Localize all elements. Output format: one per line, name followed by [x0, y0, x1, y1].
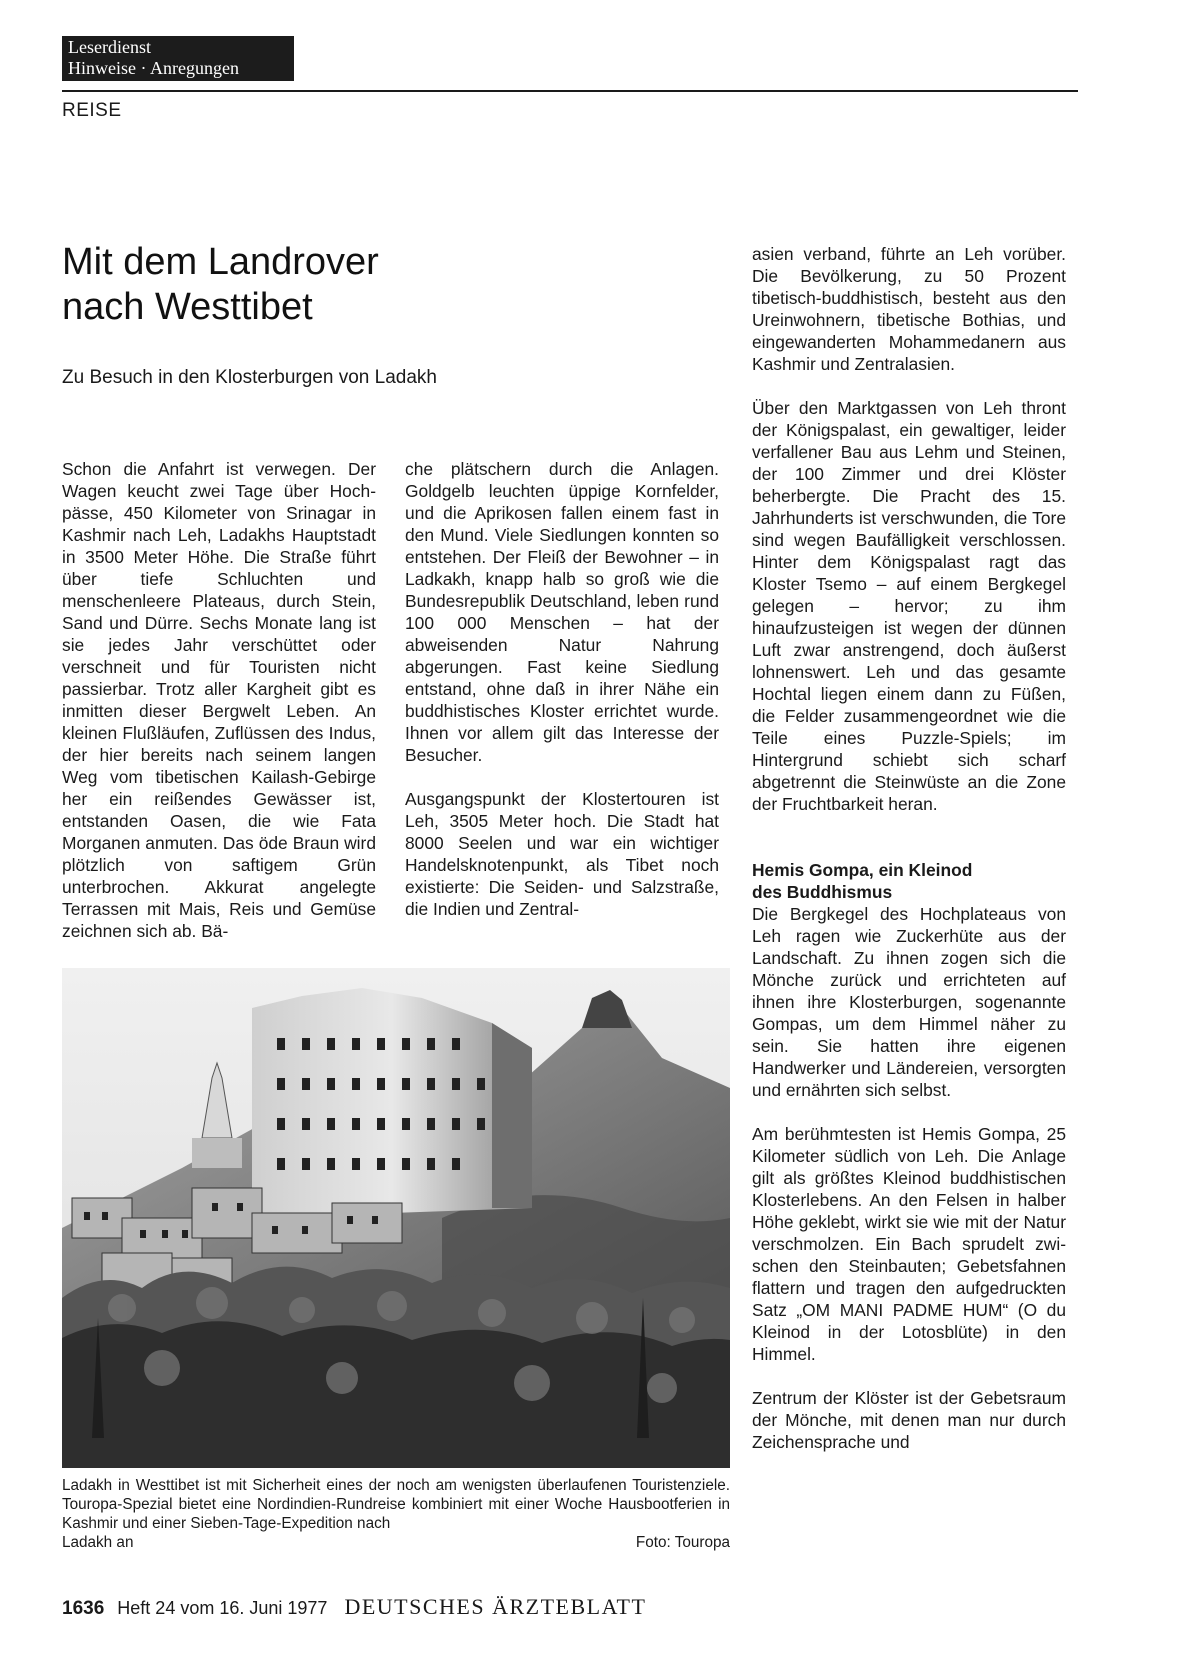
text-column-1	[62, 458, 376, 942]
text-column-2	[405, 458, 719, 920]
section-subheading	[752, 859, 1066, 903]
subheading-line-1: Hemis Gompa, ein Kleinod	[752, 860, 973, 880]
photo-caption	[62, 1476, 730, 1552]
badge-line-1: Leserdienst	[68, 37, 151, 57]
photo-credit: Foto: Touropa	[635, 1534, 730, 1551]
text-column-3	[752, 243, 1066, 1453]
monastery-illustration	[62, 968, 730, 1468]
caption-text: Ladakh in Westtibet ist mit Sicherheit eines der noch am wenigsten überlaufenen Touristenziele. Touropa-Spezial bietet eine Nordindien-Rundreise kombiniert mit einer Woche Hausbootferien in Kashmir und einer Sieben-Tage-Expedition nach	[62, 1477, 730, 1532]
headline-line-2: nach Westtibet	[62, 286, 313, 328]
caption-last-line-text: Ladakh an	[62, 1534, 134, 1551]
issue-info: Heft 24 vom 16. Juni 1977	[117, 1598, 328, 1618]
paragraph: Die Bergkegel des Hochplateaus von Leh ragen wie Zuckerhüte aus der Landschaft. Zu ihnen zogen sich die Mönche zurück und errichteten auf ihnen ihre Klosterburgen, sogenannte Gompas, um dem Himmel näher zu sein. Sie hatten ihre eigenen Handwerker und Ländereien, versorgten und ernährten sich selbst.	[752, 904, 1066, 1100]
paragraph: Schon die Anfahrt ist verwegen. Der Wagen keucht zwei Tage über Hochpässe, 450 Kilometer von Srinagar in Kashmir nach Leh, Ladakhs Hauptstadt in 3500 Meter Höhe. Die Straße führt über tiefe Schluchten und menschenleere Plateaus, durch Stein, Sand und Dürre. Sechs Monate lang ist sie jedes Jahr verschüttet oder verschneit und für Touristen nicht passierbar. Trotz aller Kargheit gibt es inmitten dieser Bergwelt Leben. An kleinen Flußläufen, Zuflüssen des Indus, der hier bereits nach seinem langen Weg vom tibetischen Kailash-Gebirge her ein reißendes Gewässer ist, entstanden Oasen, die wie Fata Morganen anmuten. Das öde Braun wird plötzlich von saftigem Grün unterbrochen. Akkurat angelegte Terrassen mit Mais, Reis und Gemüse zeichnen sich ab. Bä-	[62, 459, 376, 941]
paragraph: che plätschern durch die Anlagen. Goldgelb leuchten üppige Kornfelder, und die Aprikosen fallen einem fast in den Mund. Viele Siedlungen konnten so entstehen. Der Fleiß der Bewohner – in Ladkakh, knapp halb so groß wie die Bundesrepublik Deutschland, leben rund 100 000 Menschen – hat der abweisenden Natur Nahrung abgerungen. Fast keine Siedlung entstand, ohne daß in ihrer Nähe ein buddhistisches Kloster errichtet wurde. Ihnen vor allem gilt das Interesse der Besucher.	[405, 459, 719, 765]
headline-line-1: Mit dem Landrover	[62, 241, 379, 283]
paragraph: Über den Marktgassen von Leh thront der Königspalast, ein gewaltiger, leider verfallener Bau aus Lehm und Steinen, der 100 Zimmer und drei Klöster beherbergte. Die Pracht des 15. Jahrhunderts ist verschwunden, die Tore sind wegen Baufälligkeit verschlossen. Hinter dem Königspalast ragt das Kloster Tsemo – auf einem Bergkegel gelegen – hervor; zu ihm hinaufzusteigen ist wegen der dünnen Luft zwar anstrengend, doch äußerst lohnenswert. Leh und das gesamte Hochtal liegen einem dann zu Füßen, die Felder zusammengeordnet wie die Teile eines Puzzle-Spiels; im Hintergrund schiebt sich scharf abgetrennt die Steinwüste an die Zone der Fruchtbarkeit heran.	[752, 398, 1066, 814]
subheading-line-2: des Buddhismus	[752, 882, 893, 902]
leserdienst-badge	[62, 36, 294, 81]
journal-name: DEUTSCHES ÄRZTEBLATT	[344, 1594, 647, 1619]
article-subtitle: Zu Besuch in den Klosterburgen von Ladakh	[62, 367, 437, 388]
header-rule	[62, 90, 1078, 92]
paragraph: asien verband, führte an Leh vorüber. Die Bevölkerung, zu 50 Prozent tibetisch-buddhistisch, besteht aus den Ureinwohnern, tibetische Bothias, und eingewanderten Mohammedanern aus Kashmir und Zentralasien.	[752, 244, 1066, 374]
caption-last-line	[62, 1533, 730, 1552]
paragraph: Am berühmtesten ist Hemis Gompa, 25 Kilometer südlich von Leh. Die Anlage gilt als größtes Kleinod buddhistischen Klosterlebens. An den Felsen in halber Höhe geklebt, wirkt sie wie mit der Natur verschmolzen. Ein Bach sprudelt zwischen den Steinbauten; Gebetsfahnen flattern und tragen den aufgedruckten Satz „OM MANI PADME HUM“ (O du Kleinod in der Lotosblüte) in den Himmel.	[752, 1124, 1066, 1364]
badge-line-2: Hinweise · Anregungen	[68, 58, 239, 78]
page-footer	[62, 1594, 646, 1620]
page-number: 1636	[62, 1598, 105, 1619]
section-label: REISE	[62, 100, 122, 121]
paragraph: Zentrum der Klöster ist der Gebetsraum der Mönche, mit denen man nur durch Zeichensprache und	[752, 1388, 1066, 1452]
paragraph: Ausgangspunkt der Klostertouren ist Leh, 3505 Meter hoch. Die Stadt hat 8000 Seelen und war ein wichtiger Handelsknotenpunkt, als Tibet noch existierte: Die Seiden- und Salzstraße, die Indien und Zentral-	[405, 789, 719, 919]
monastery-photo	[62, 968, 730, 1468]
article-headline	[62, 240, 682, 330]
